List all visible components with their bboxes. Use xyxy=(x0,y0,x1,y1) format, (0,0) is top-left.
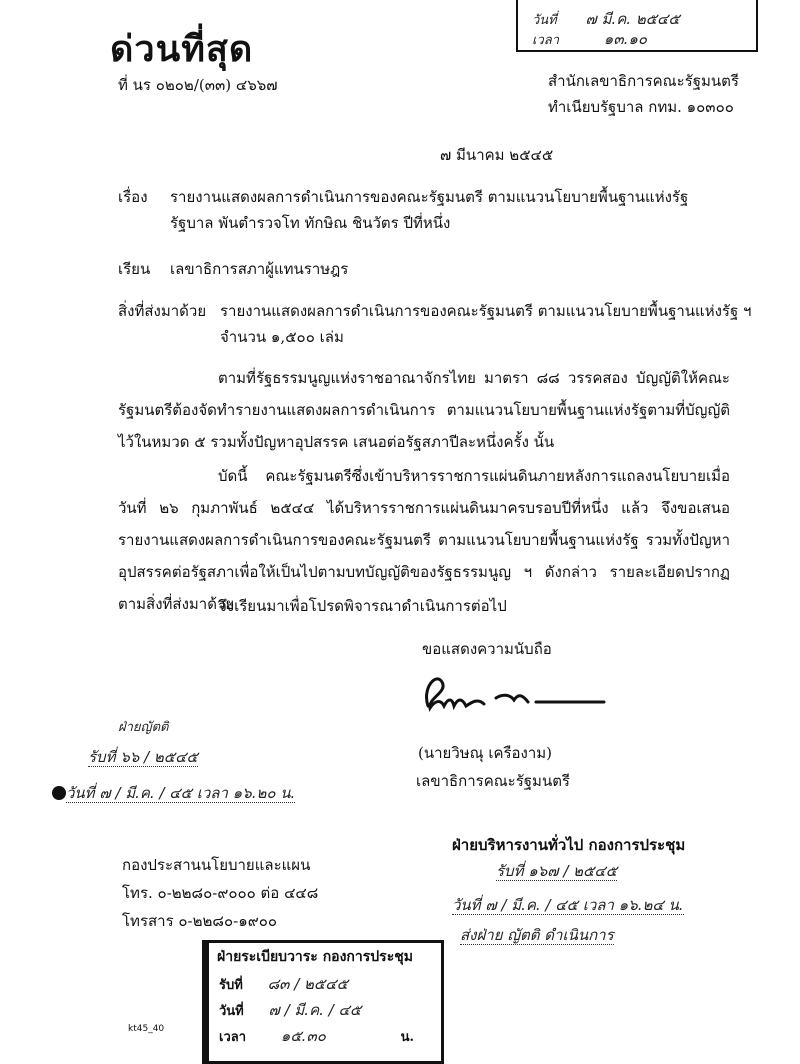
right-stamp-received: รับที่ ๑๖๗ / ๒๕๔๕ xyxy=(496,862,618,880)
document-number: ที่ นร ๐๒๐๒/(๓๓) ๔๖๖๗ xyxy=(118,76,278,94)
agenda-received-row xyxy=(219,975,348,994)
agenda-received-label: รับที่ xyxy=(219,978,243,993)
stamp-date-row xyxy=(532,10,680,29)
contact-phone: โทร. ๐-๒๒๘๐-๙๐๐๐ ต่อ ๔๔๘ xyxy=(122,884,319,902)
top-received-stamp xyxy=(516,0,758,52)
agenda-date-value: ๗ / มี.ค. / ๔๕ xyxy=(268,1001,362,1019)
agenda-stamp xyxy=(206,940,444,1064)
stamp-time-row xyxy=(532,30,647,49)
signature-image xyxy=(418,668,608,718)
left-note-date: วันที่ ๗ / มี.ค. / ๔๕ เวลา ๑๖.๒๐ น. xyxy=(66,784,296,802)
right-stamp-forward: ส่งฝ่าย ญัตติ ดำเนินการ xyxy=(460,926,614,944)
agenda-time-value: ๑๕.๓๐ xyxy=(280,1027,326,1045)
agenda-date-label: วันที่ xyxy=(219,1004,244,1019)
contact-department: กองประสานนโยบายและแผน xyxy=(122,856,311,874)
signer-name: (นายวิษณุ เครืองาม) xyxy=(418,744,553,762)
stamp-time-label: เวลา xyxy=(532,33,560,48)
subject-label: เรื่อง xyxy=(118,188,148,206)
stamp-time-value: ๑๓.๑๐ xyxy=(603,30,648,48)
body-paragraph-3: จึงเรียนมาเพื่อโปรดพิจารณาดำเนินการต่อไป xyxy=(218,597,507,615)
enclosure-line-2: จำนวน ๑,๕๐๐ เล่ม xyxy=(220,328,344,346)
left-note-received: รับที่ ๖๖ / ๒๕๔๕ xyxy=(88,748,198,766)
stamp-date-value: ๗ มี.ค. ๒๕๔๕ xyxy=(585,10,680,28)
signer-title: เลขาธิการคณะรัฐมนตรี xyxy=(416,772,570,790)
agenda-time-row xyxy=(219,1027,414,1046)
urgent-heading: ด่วนที่สุด xyxy=(110,29,254,70)
body-paragraph-2 xyxy=(118,460,730,620)
agenda-stamp-title: ฝ่ายระเบียบวาระ กองการประชุม xyxy=(217,949,413,965)
enclosure-label: สิ่งที่ส่งมาด้วย xyxy=(118,302,207,320)
paragraph-2-text: บัดนี้ คณะรัฐมนตรีซึ่งเข้าบริหารราชการแผ่นดินภายหลังการแถลงนโยบายเมื่อวันที่ ๒๖ กุมภาพันธ์ ๒๕๔๔ ได้บริหารราชการแผ่นดินมาครบรอบปีที่หนึ่ง แล้ว จึงขอเสนอรายงานแสดงผลการดำเนินการของคณะรัฐมนตรี ตามแนวนโยบายพื้นฐานแห่งรัฐ รวมทั้งปัญหาอุปสรรคต่อรัฐสภาเพื่อให้เป็นไปตามบทบัญญัติของรัฐธรรมนูญ ฯ ดังกล่าว รายละเอียดปรากฏตามสิ่งที่ส่งมาด้วย xyxy=(118,467,730,613)
letter-date: ๗ มีนาคม ๒๕๔๕ xyxy=(440,146,554,164)
body-paragraph-1 xyxy=(118,362,730,458)
contact-fax: โทรสาร ๐-๒๒๘๐-๑๙๐๐ xyxy=(122,912,278,930)
closing: ขอแสดงความนับถือ xyxy=(422,640,552,658)
agenda-received-value: ๘๓ / ๒๕๔๕ xyxy=(267,975,348,993)
stamp-date-label: วันที่ xyxy=(532,13,557,28)
paragraph-1-text: ตามที่รัฐธรรมนูญแห่งราชอาณาจักรไทย มาตรา ๘๘ วรรคสอง บัญญัติให้คณะรัฐมนตรีต้องจัดทำรายงานแสดงผลการดำเนินการ ตามแนวนโยบายพื้นฐานแห่งรัฐตามที่บัญญัติไว้ในหมวด ๕ รวมทั้งปัญหาอุปสรรค เสนอต่อรัฐสภาปีละหนึ่งครั้ง นั้น xyxy=(118,369,730,451)
subject-line-2: รัฐบาล พันตำรวจโท ทักษิณ ชินวัตร ปีที่หนึ่ง xyxy=(170,214,451,232)
left-note-unit: ฝ่ายญัตติ xyxy=(118,720,169,735)
subject-line-1: รายงานแสดงผลการดำเนินการของคณะรัฐมนตรี ตามแนวนโยบายพื้นฐานแห่งรัฐ xyxy=(170,188,689,206)
footer-code: kt45_40 xyxy=(128,1024,165,1034)
agenda-time-label: เวลา xyxy=(219,1030,247,1045)
to-value: เลขาธิการสภาผู้แทนราษฎร xyxy=(170,260,349,278)
enclosure-line-1: รายงานแสดงผลการดำเนินการของคณะรัฐมนตรี ตามแนวนโยบายพื้นฐานแห่งรัฐ ฯ xyxy=(220,302,752,320)
office-name: สำนักเลขาธิการคณะรัฐมนตรี xyxy=(548,72,739,90)
right-stamp-title: ฝ่ายบริหารงานทั่วไป กองการประชุม xyxy=(452,836,686,854)
agenda-time-suffix: น. xyxy=(400,1030,415,1045)
right-stamp-date: วันที่ ๗ / มี.ค. / ๔๕ เวลา ๑๖.๒๔ น. xyxy=(452,896,684,914)
agenda-date-row xyxy=(219,1001,361,1020)
office-address: ทำเนียบรัฐบาล กทม. ๑๐๓๐๐ xyxy=(548,98,734,116)
punch-hole-dot xyxy=(52,786,66,800)
to-label: เรียน xyxy=(118,260,151,278)
